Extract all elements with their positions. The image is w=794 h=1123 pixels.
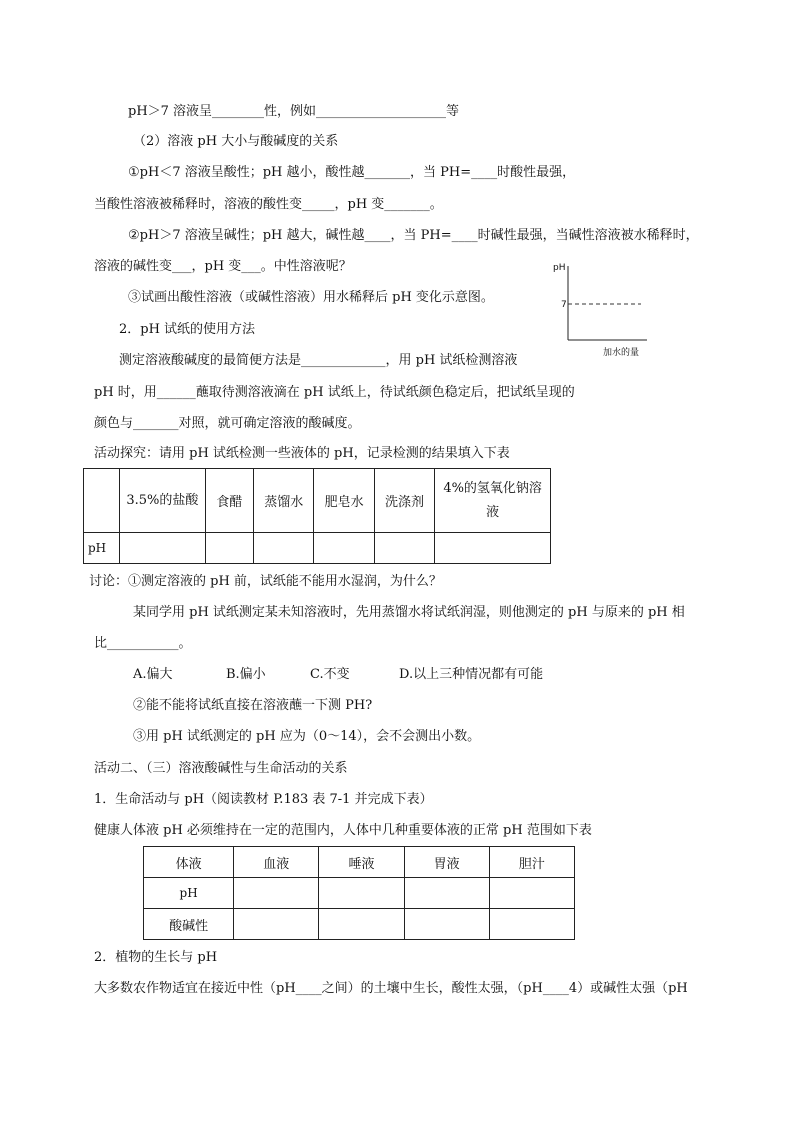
text-line: ③用 pH 试纸测定的 pH 应为（0～14），会不会测出小数。	[133, 729, 481, 744]
table-cell[interactable]	[489, 878, 574, 909]
table-header: 洗涤剂	[374, 469, 434, 533]
table-cell[interactable]	[234, 878, 319, 909]
table-header: 食醋	[205, 469, 253, 533]
chart-x-label: 加水的量	[603, 348, 640, 358]
option-b: B.偏小	[226, 667, 266, 682]
ph-test-table	[83, 468, 551, 564]
table-header: 体液	[144, 847, 234, 878]
table-cell[interactable]	[253, 533, 313, 564]
table-row	[84, 533, 551, 564]
body-fluid-ph-table	[143, 846, 575, 940]
table-row	[144, 847, 575, 878]
table-cell[interactable]	[404, 878, 489, 909]
chart-tick-label: 7	[561, 300, 567, 310]
option-c: C.不变	[310, 667, 350, 682]
table-cell[interactable]	[319, 909, 404, 940]
section-heading: 活动二、（三）溶液酸碱性与生命活动的关系	[94, 761, 348, 776]
text-line: 当酸性溶液被稀释时，溶液的酸性变_____，pH 变_______。	[94, 197, 443, 212]
text-line: 比___________。	[94, 636, 192, 651]
text-line: pH＞7 溶液呈________性，例如____________________等	[128, 104, 460, 119]
text-line: 测定溶液酸碱度的最简便方法是_____________，用 pH 试纸检测溶液	[119, 353, 518, 368]
table-header: 血液	[234, 847, 319, 878]
ph-dilution-chart	[551, 258, 671, 362]
section-heading: 2．pH 试纸的使用方法	[119, 322, 256, 337]
row-label: pH	[144, 878, 234, 909]
option-a: A.偏大	[133, 667, 173, 682]
text-line: 活动探究：请用 pH 试纸检测一些液体的 pH，记录检测的结果填入下表	[94, 446, 510, 461]
table-cell[interactable]	[489, 909, 574, 940]
table-cell[interactable]	[314, 533, 374, 564]
table-row	[144, 909, 575, 940]
table-cell[interactable]	[205, 533, 253, 564]
table-header: 3.5%的盐酸	[119, 469, 205, 533]
text-line: pH 时，用______蘸取待测溶液滴在 pH 试纸上，待试纸颜色稳定后，把试纸呈现的	[94, 385, 575, 400]
table-cell[interactable]	[435, 533, 551, 564]
table-row	[84, 469, 551, 533]
text-line: 溶液的碱性变___，pH 变___。中性溶液呢？	[94, 259, 352, 274]
section-heading: （2）溶液 pH 大小与酸碱度的关系	[133, 134, 339, 149]
row-label: pH	[84, 533, 120, 564]
section-heading: 2．植物的生长与 pH	[94, 950, 218, 965]
table-cell[interactable]	[119, 533, 205, 564]
table-header: 肥皂水	[314, 469, 374, 533]
table-row	[144, 878, 575, 909]
row-label: 酸碱性	[144, 909, 234, 940]
table-header: 唾液	[319, 847, 404, 878]
text-line: 讨论：①测定溶液的 pH 前，试纸能不能用水湿润，为什么？	[89, 574, 442, 589]
table-header: 4%的氢氧化钠溶液	[435, 469, 551, 533]
section-heading: 1．生命活动与 pH（阅读教材 P.183 表 7-1 并完成下表）	[94, 792, 433, 807]
text-line: 某同学用 pH 试纸测定某未知溶液时，先用蒸馏水将试纸润湿，则他测定的 pH 与原来的 pH 相	[133, 605, 685, 620]
text-line: 大多数农作物适宜在接近中性（pH____之间）的土壤中生长，酸性太强，（pH____4）或碱性太强（pH	[94, 981, 688, 996]
table-cell[interactable]	[319, 878, 404, 909]
table-header: 胆汁	[489, 847, 574, 878]
text-line: ②pH＞7 溶液呈碱性；pH 越大，碱性越____，当 PH=____时碱性最强，当碱性溶液被水稀释时，	[128, 228, 699, 243]
text-line: ①pH＜7 溶液呈酸性；pH 越小，酸性越_______，当 PH=____时酸性最强，	[128, 165, 576, 180]
text-line: 健康人体液 pH 必须维持在一定的范围内，人体中几种重要体液的正常 pH 范围如下表	[94, 823, 592, 838]
chart-y-label: pH	[553, 263, 566, 273]
table-cell[interactable]	[404, 909, 489, 940]
table-cell[interactable]	[374, 533, 434, 564]
text-line: ②能不能将试纸直接在溶液蘸一下测 PH?	[133, 698, 373, 713]
table-cell	[84, 469, 120, 533]
table-header: 胃液	[404, 847, 489, 878]
text-line: ③试画出酸性溶液（或碱性溶液）用水稀释后 pH 变化示意图。	[128, 290, 494, 305]
text-line: 颜色与_______对照，就可确定溶液的酸碱度。	[94, 416, 361, 431]
table-cell[interactable]	[234, 909, 319, 940]
option-d: D.以上三种情况都有可能	[399, 667, 544, 682]
table-header: 蒸馏水	[253, 469, 313, 533]
